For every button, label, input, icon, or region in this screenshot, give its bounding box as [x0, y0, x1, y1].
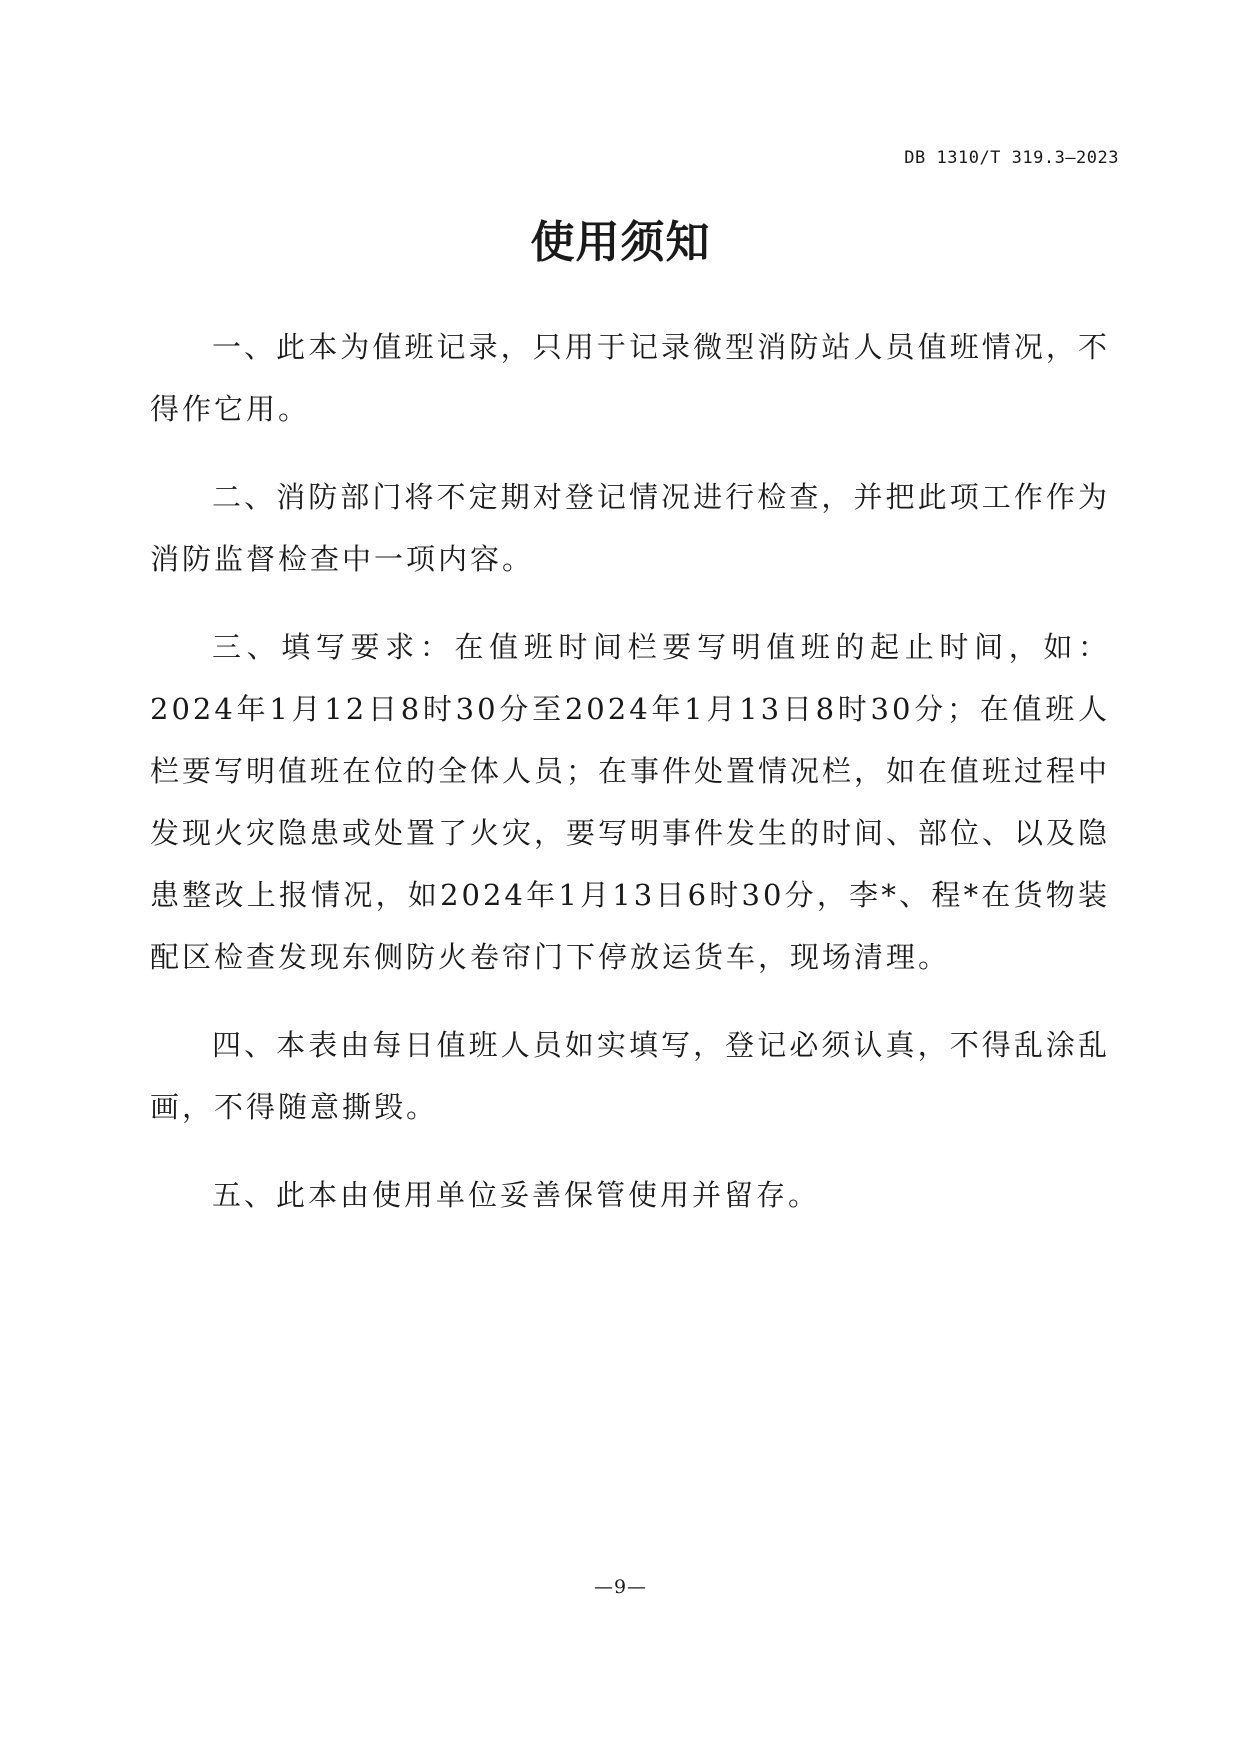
page-number: —9—	[593, 1576, 648, 1598]
notice-item-1: 一、此本为值班记录，只用于记录微型消防站人员值班情况，不得作它用。	[150, 330, 1110, 426]
notice-item-5: 五、此本由使用单位妥善保管使用并留存。	[212, 1178, 821, 1212]
notice-item-4: 四、本表由每日值班人员如实填写，登记必须认真，不得乱涂乱画，不得随意撕毁。	[150, 1028, 1110, 1124]
document-code: DB 1310/T 319.3—2023	[904, 148, 1119, 168]
notice-item-2: 二、消防部门将不定期对登记情况进行检查，并把此项工作作为消防监督检查中一项内容。	[150, 480, 1110, 576]
page-title: 使用须知	[530, 217, 711, 268]
notice-body	[150, 316, 1110, 1252]
notice-item-3: 三、填写要求：在值班时间栏要写明值班的起止时间，如：2024年1月12日8时30分至2024年1月13日8时30分；在值班人栏要写明值班在位的全体人员；在事件处置情况栏，如在值班过程中发现火灾隐患或处置了火灾，要写明事件发生的时间、部位、以及隐患整改上报情况，如2024年1月13日6时30分，李*、程*在货物装配区检查发现东侧防火卷帘门下停放运货车，现场清理。	[150, 630, 1111, 974]
